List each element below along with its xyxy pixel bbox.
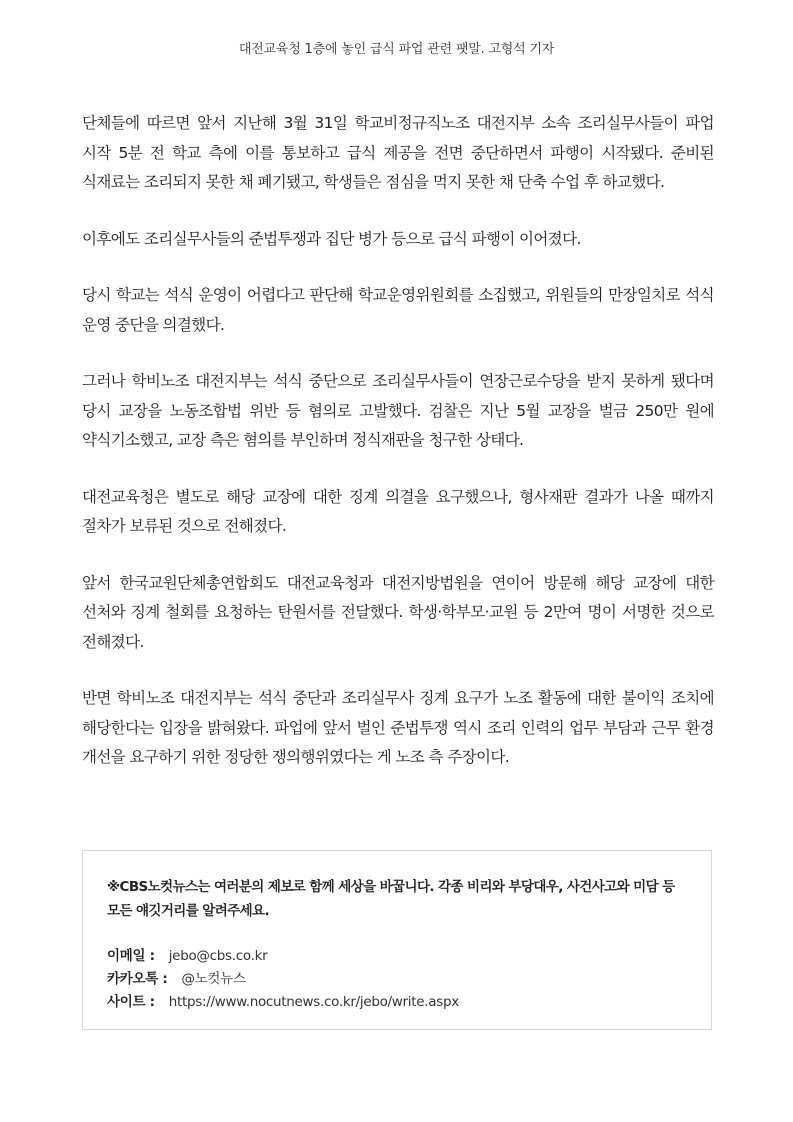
article-paragraph: 대전교육청은 별도로 해당 교장에 대한 징계 의결을 요구했으나, 형사재판 결과가 나올 때까지 절차가 보류된 것으로 전해졌다. [82, 487, 714, 535]
tip-notice-lead: ※CBS노컷뉴스는 여러분의 제보로 함께 세상을 바꿉니다. 각종 비리와 부당대우, 사건사고와 미담 등 모든 얘깃거리를 알려주세요. [107, 879, 675, 919]
contact-email-row [107, 945, 687, 968]
contact-kakao-row [107, 968, 687, 991]
article-paragraph: 단체들에 따르면 앞서 지난해 3월 31일 학교비정규직노조 대전지부 소속 조리실무사들이 파업 시작 5분 전 학교 측에 이를 통보하고 급식 제공을 전면 중단하면서 파행이 시작됐다. 준비된 식재료는 조리되지 못한 채 폐기됐고, 학생들은 점심을 먹지 못한 채 단축 수업 후 하교했다. [82, 114, 714, 191]
article-paragraph: 반면 학비노조 대전지부는 석식 중단과 조리실무사 징계 요구가 노조 활동에 대한 불이익 조치에 해당한다는 입장을 밝혀왔다. 파업에 앞서 벌인 준법투쟁 역시 조리 인력의 업무 부담과 근무 환경 개선을 요구하기 위한 정당한 쟁의행위였다는 게 노조 측 주장이다. [82, 689, 714, 766]
kakao-label: 카카오톡 : [107, 971, 168, 987]
email-label: 이메일 : [107, 948, 155, 964]
tip-notice-box [82, 850, 712, 1030]
site-link[interactable]: https://www.nocutnews.co.kr/jebo/write.aspx [168, 994, 459, 1010]
site-label: 사이트 : [107, 994, 155, 1010]
article-paragraph: 당시 학교는 석식 운영이 어렵다고 판단해 학교운영위원회를 소집했고, 위원들의 만장일치로 석식 운영 중단을 의결했다. [82, 286, 714, 334]
article-body [82, 109, 714, 800]
article-paragraph: 앞서 한국교원단체총연합회도 대전교육청과 대전지방법원을 연이어 방문해 해당 교장에 대한 선처와 징계 철회를 요청하는 탄원서를 전달했다. 학생·학부모·교원 등 2만여 명이 서명한 것으로 전해졌다. [82, 573, 714, 651]
email-link[interactable]: jebo@cbs.co.kr [168, 948, 268, 964]
article-paragraph: 이후에도 조리실무사들의 준법투쟁과 집단 병가 등으로 급식 파행이 이어졌다. [82, 229, 581, 248]
photo-caption: 대전교육청 1층에 놓인 급식 파업 관련 팻말. 고형석 기자 [238, 42, 555, 57]
contact-site-row [107, 991, 687, 1014]
kakao-id[interactable]: @노컷뉴스 [181, 971, 246, 987]
article-paragraph: 그러나 학비노조 대전지부는 석식 중단으로 조리실무사들이 연장근로수당을 받지 못하게 됐다며 당시 교장을 노동조합법 위반 등 혐의로 고발했다. 검찰은 지난 5월 교장을 벌금 250만 원에 약식기소했고, 교장 측은 혐의를 부인하며 정식재판을 청구한 상태다. [82, 372, 714, 449]
